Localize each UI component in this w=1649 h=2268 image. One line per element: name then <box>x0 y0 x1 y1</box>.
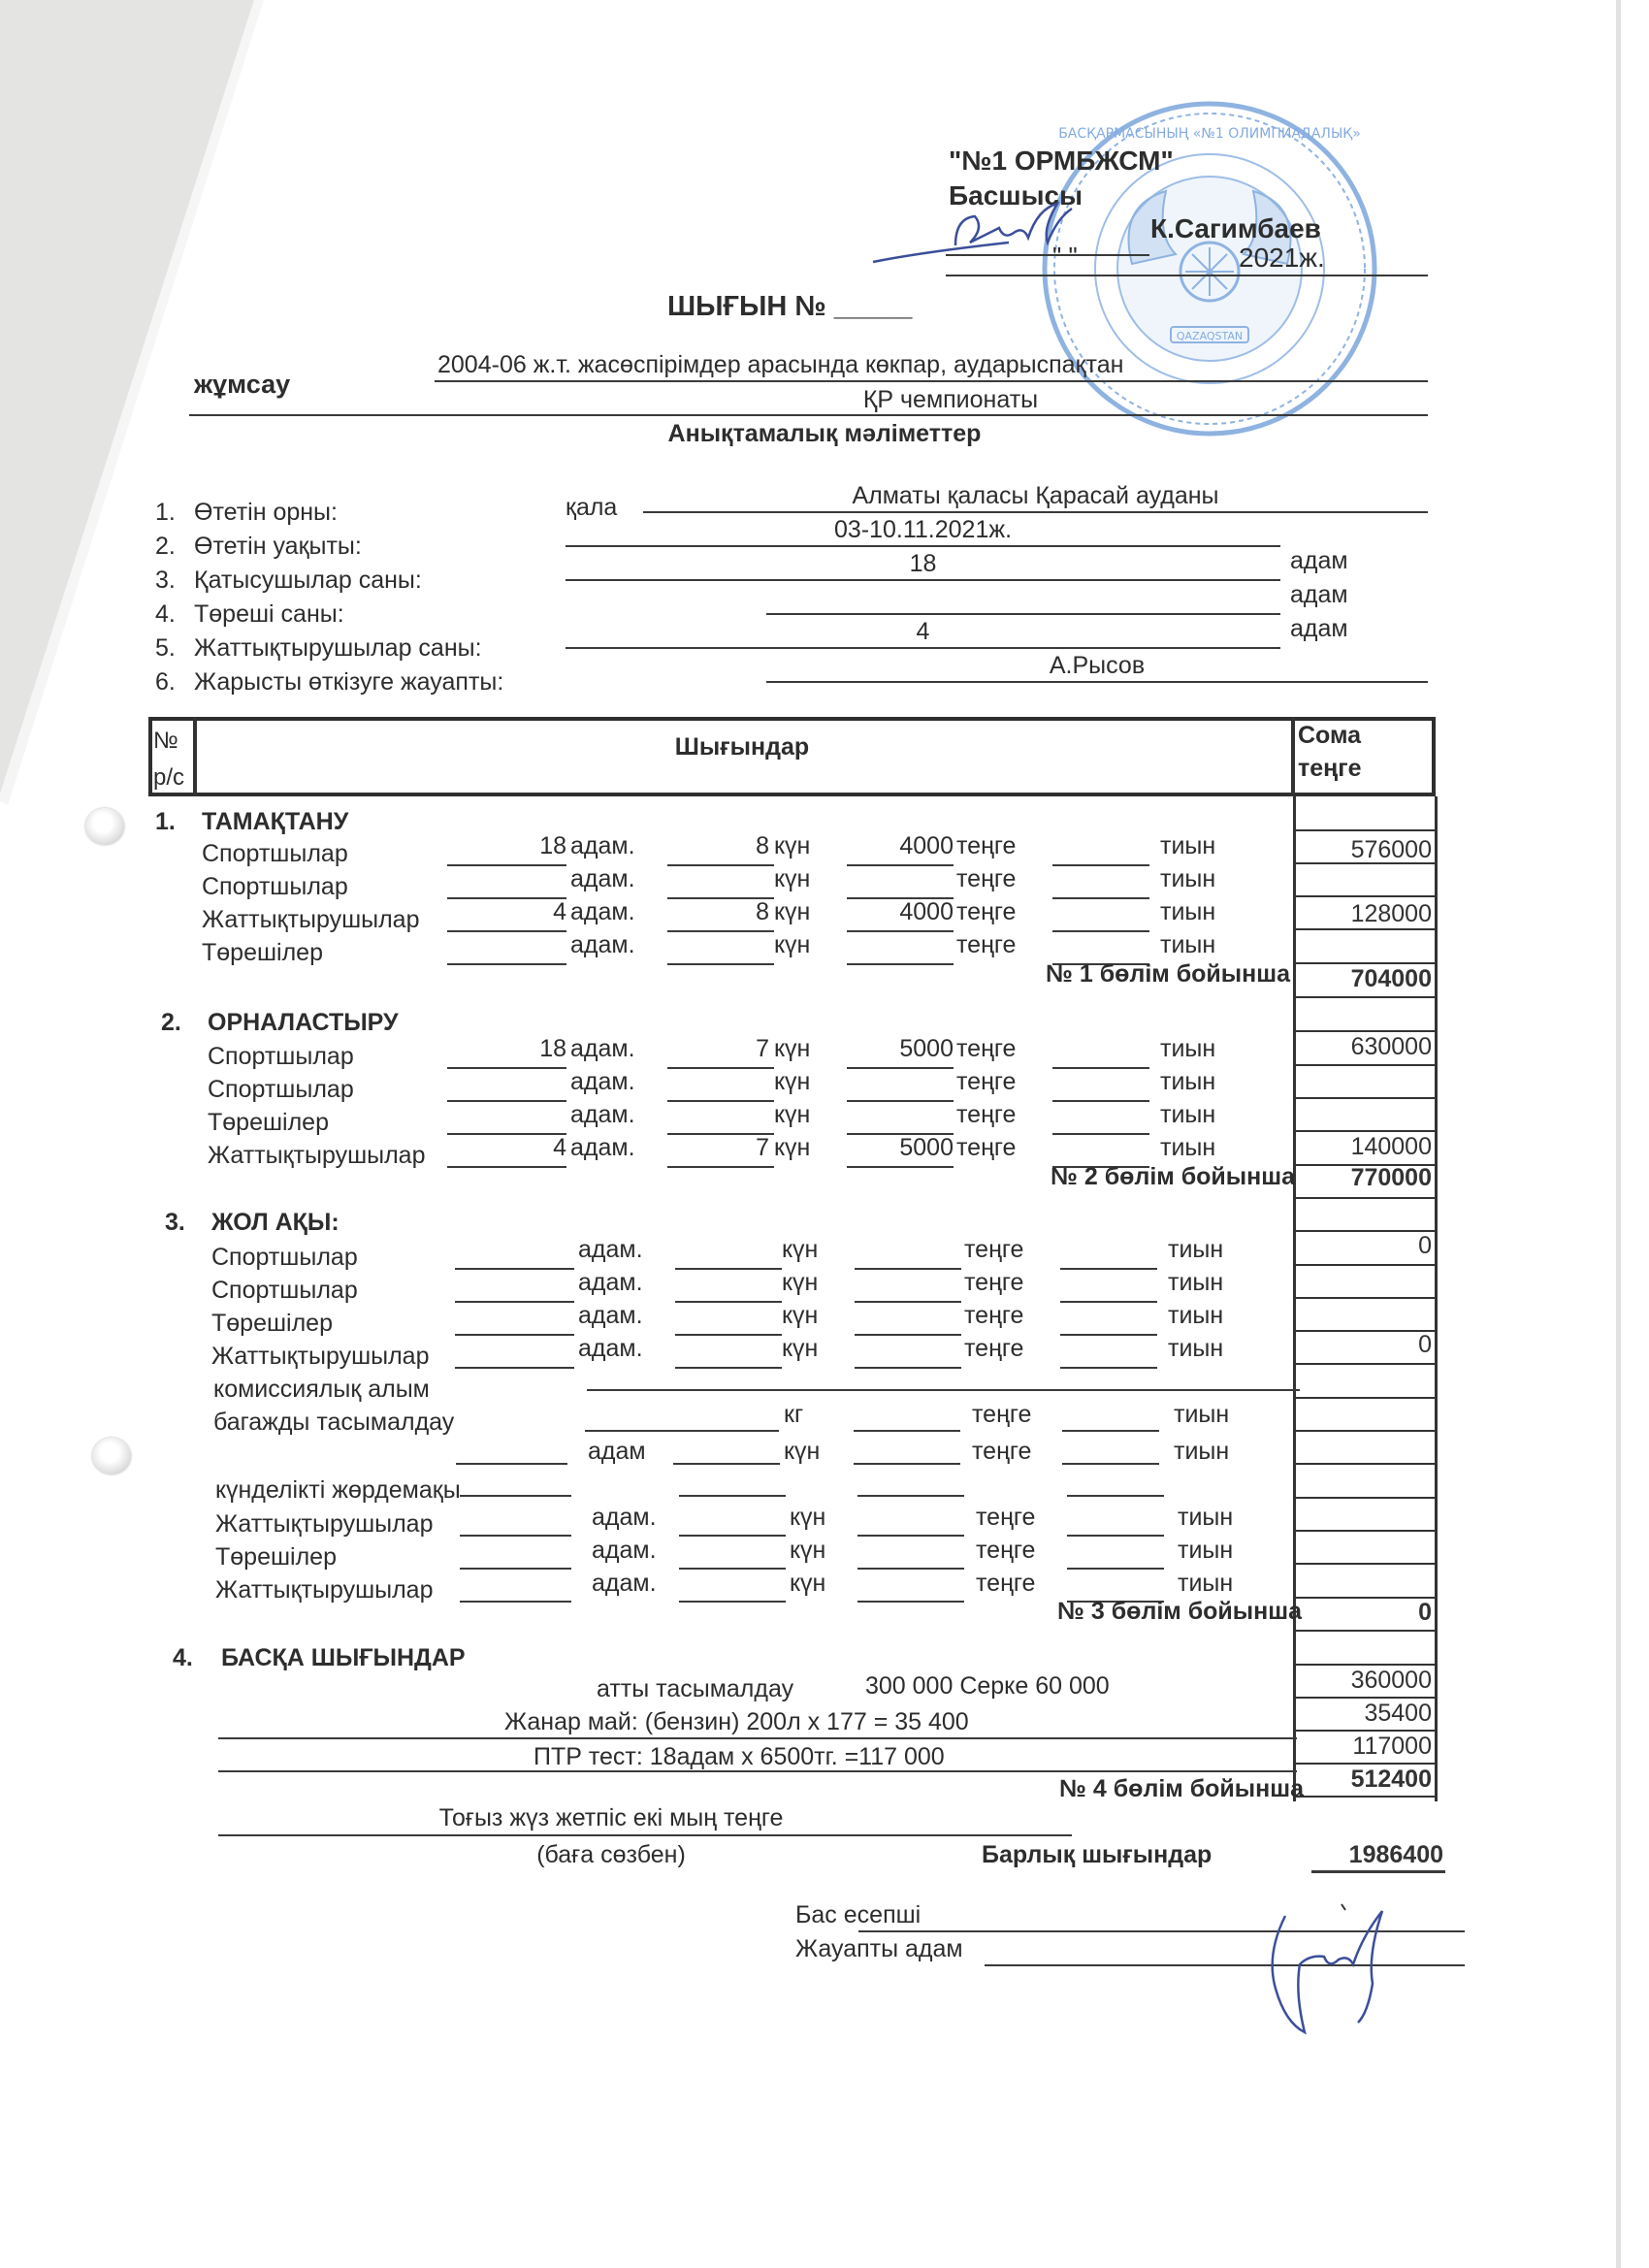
people-unit: адам. <box>570 865 635 892</box>
section-number: 1. <box>155 808 176 835</box>
tiyn-unit: тиын <box>1178 1537 1234 1564</box>
tenge-unit: теңге <box>964 1335 1024 1362</box>
tenge-unit: теңге <box>956 832 1017 859</box>
svg-text:QAZAQSTAN: QAZAQSTAN <box>1176 330 1244 342</box>
fill-blank[interactable] <box>455 1301 574 1303</box>
days-unit: күн <box>774 931 811 958</box>
tiyn-unit: тиын <box>1168 1236 1224 1263</box>
row-label: Төрешілер <box>208 1109 329 1136</box>
days-unit: күн <box>774 1068 811 1095</box>
purpose-label: жұмсау <box>194 370 291 399</box>
fill-blank[interactable] <box>679 1601 786 1603</box>
reference-title: Анықтамалық мәліметтер <box>667 420 982 447</box>
amount-value[interactable]: 630000 <box>1350 1033 1432 1060</box>
fill-blank[interactable] <box>455 1268 574 1270</box>
amount-cell-border <box>1293 1363 1438 1365</box>
row-label: Спортшылар <box>202 873 348 900</box>
page-edge <box>1616 0 1621 2268</box>
fill-blank[interactable] <box>667 864 774 866</box>
section-number: 3. <box>165 1209 185 1236</box>
reference-label: Өтетін орны: <box>194 499 338 526</box>
amount-cell-border <box>1293 1430 1438 1432</box>
amount-cell-border <box>1293 1264 1438 1266</box>
amount-column-left-border <box>1293 796 1296 1801</box>
fill-blank[interactable] <box>667 1067 774 1069</box>
amount-cell-border <box>1293 1297 1438 1299</box>
fill-blank[interactable] <box>1067 1495 1164 1497</box>
days-unit: күн <box>774 898 811 925</box>
amount-cell-border <box>1293 1630 1438 1632</box>
fill-blank[interactable] <box>447 930 566 932</box>
tiyn-unit: тиын <box>1160 832 1216 859</box>
fill-blank[interactable] <box>679 1568 786 1570</box>
people-count[interactable]: 18 <box>539 1035 566 1062</box>
column-divider <box>1291 717 1295 796</box>
fill-blank[interactable] <box>1052 897 1149 899</box>
tiyn-unit: тиын <box>1168 1269 1224 1296</box>
reference-value[interactable]: 4 <box>916 618 930 645</box>
fill-blank[interactable] <box>1060 1334 1157 1336</box>
fill-blank[interactable] <box>847 864 954 866</box>
reference-num: 6. <box>155 668 176 696</box>
section-subtotal-label: № 2 бөлім бойынша <box>1051 1163 1295 1190</box>
date-year: 2021ж. <box>1239 243 1325 273</box>
fill-blank[interactable] <box>1052 864 1149 866</box>
amount-cell-border <box>1293 1763 1438 1765</box>
total-value: 1986400 <box>1348 1841 1443 1868</box>
fill-blank[interactable] <box>460 1495 571 1497</box>
fill-blank[interactable] <box>1060 1367 1157 1369</box>
people-unit: адам. <box>578 1236 643 1263</box>
reference-label: Жаттықтырушылар саны: <box>194 634 482 662</box>
tiyn-unit: тиын <box>1160 1134 1216 1161</box>
fill-blank[interactable] <box>1067 1568 1164 1570</box>
fill-blank[interactable] <box>1052 930 1149 932</box>
total-label: Барлық шығындар <box>982 1841 1212 1868</box>
days-count[interactable]: 7 <box>756 1035 769 1062</box>
section-subtotal-value: 770000 <box>1350 1164 1432 1191</box>
reference-num: 1. <box>155 499 176 526</box>
section-title: ЖОЛ АҚЫ: <box>211 1209 340 1236</box>
other-expense-label: ПТР тест: 18адам х 6500тг. =117 000 <box>534 1743 945 1770</box>
tiyn-unit: тиын <box>1168 1302 1224 1329</box>
date-day-quotes: " " <box>1052 242 1078 271</box>
fill-blank[interactable] <box>667 1100 774 1102</box>
reference-prefix: қала <box>566 494 618 521</box>
people-unit: адам. <box>578 1302 643 1329</box>
amount-cell-border <box>1293 962 1438 964</box>
reference-label: Жарысты өткізуге жауапты: <box>194 668 504 696</box>
fill-blank[interactable] <box>847 1100 954 1102</box>
other-expense-detail: 300 000 Серке 60 000 <box>865 1672 1110 1700</box>
section-subtotal-label: № 3 бөлім бойынша <box>1057 1598 1302 1625</box>
reference-value-line <box>566 579 1280 581</box>
people-unit: адам. <box>592 1504 657 1531</box>
reference-value-line <box>566 647 1280 649</box>
amount-cell-border <box>1293 1664 1438 1666</box>
column-sum-bottom: теңге <box>1298 755 1362 782</box>
reference-suffix: адам <box>1290 581 1348 608</box>
rate-value[interactable]: 5000 <box>899 1134 954 1161</box>
days-unit: күн <box>782 1236 819 1263</box>
people-unit: адам. <box>570 1035 635 1062</box>
people-unit: адам. <box>578 1335 643 1362</box>
tiyn-unit: тиын <box>1174 1401 1230 1428</box>
tenge-unit: теңге <box>956 898 1017 925</box>
amount-value[interactable]: 117000 <box>1352 1733 1432 1760</box>
section-subtotal-value: 704000 <box>1350 965 1432 992</box>
reference-num: 3. <box>155 567 176 594</box>
fill-blank[interactable] <box>447 864 566 866</box>
reference-value-line <box>766 681 1428 683</box>
amount-cell-border <box>1293 1064 1438 1066</box>
underline <box>218 1770 1297 1772</box>
days-unit: күн <box>774 865 811 892</box>
people-count[interactable]: 4 <box>553 1134 566 1161</box>
reference-num: 4. <box>155 600 176 628</box>
people-count[interactable]: 18 <box>539 832 566 859</box>
tenge-unit: теңге <box>956 931 1017 958</box>
column-num-top: № <box>153 728 178 754</box>
section-number: 2. <box>161 1009 181 1036</box>
days-unit: күн <box>774 1035 811 1062</box>
total-in-words-caption: (баға сөзбен) <box>536 1841 686 1868</box>
tenge-unit: теңге <box>972 1401 1032 1428</box>
fill-blank[interactable] <box>857 1568 964 1570</box>
reference-value-line <box>643 511 1428 513</box>
fill-blank[interactable] <box>1052 1067 1149 1069</box>
baggage-label: багажды тасымалдау <box>213 1409 455 1436</box>
fill-blank[interactable] <box>1060 1268 1157 1270</box>
commission-line[interactable] <box>587 1389 1300 1391</box>
amount-cell-border <box>1293 1796 1438 1798</box>
tiyn-unit: тиын <box>1160 865 1216 892</box>
reference-value[interactable]: Алматы қаласы Қарасай ауданы <box>852 482 1219 509</box>
fill-blank[interactable] <box>855 1367 961 1369</box>
amount-value[interactable]: 140000 <box>1350 1133 1432 1160</box>
amount-cell-border <box>1293 1097 1438 1099</box>
reference-value[interactable]: 03-10.11.2021ж. <box>833 516 1013 543</box>
section-title: ТАМАҚТАНУ <box>202 808 349 835</box>
tenge-unit: теңге <box>956 1068 1017 1095</box>
row-label: Жаттықтырушылар <box>211 1343 430 1370</box>
days-count[interactable]: 8 <box>756 832 769 859</box>
fill-blank[interactable] <box>854 1430 960 1432</box>
fill-blank[interactable] <box>679 1535 786 1537</box>
amount-cell-border <box>1293 829 1438 831</box>
tenge-unit: теңге <box>956 1035 1017 1062</box>
underline <box>218 1737 1297 1739</box>
row-label: Спортшылар <box>202 840 348 867</box>
fill-blank[interactable] <box>1060 1301 1157 1303</box>
tiyn-unit: тиын <box>1160 1068 1216 1095</box>
amount-column-right-border <box>1435 796 1438 1801</box>
fill-blank[interactable] <box>675 1268 782 1270</box>
other-expense-label: Жанар май: (бензин) 200л х 177 = 35 400 <box>504 1708 969 1735</box>
total-in-words: Тоғыз жүз жетпіс екі мың теңге <box>438 1804 784 1831</box>
tiyn-unit: тиын <box>1168 1335 1224 1362</box>
people-unit: адам. <box>570 898 635 925</box>
days-unit: күн <box>782 1269 819 1296</box>
tiyn-unit: тиын <box>1160 898 1216 925</box>
people-unit: адам. <box>592 1570 657 1597</box>
people-unit: адам. <box>592 1537 657 1564</box>
fill-blank[interactable] <box>447 1067 566 1069</box>
tenge-unit: теңге <box>964 1236 1024 1263</box>
tenge-unit: теңге <box>976 1504 1036 1531</box>
reference-value[interactable]: А.Рысов <box>1049 652 1146 679</box>
other-expense-label: атты тасымалдау <box>597 1675 794 1702</box>
rate-value[interactable]: 4000 <box>899 898 954 925</box>
daily-allowance-label: күнделікті жөрдемақы <box>215 1476 461 1504</box>
fill-blank[interactable] <box>460 1601 571 1603</box>
fill-blank[interactable] <box>855 1301 961 1303</box>
punch-hole <box>85 808 124 845</box>
row-label: Жаттықтырушылар <box>215 1510 434 1538</box>
reference-value-line <box>766 613 1280 615</box>
row-label: Спортшылар <box>211 1244 358 1271</box>
underline <box>218 1834 1072 1836</box>
fill-blank[interactable] <box>847 930 954 932</box>
row-label: Спортшылар <box>208 1076 354 1103</box>
fill-blank[interactable] <box>667 963 774 965</box>
reference-label: Өтетін уақыты: <box>194 533 362 560</box>
kg-unit: кг <box>784 1401 804 1428</box>
fill-blank[interactable] <box>585 1430 779 1432</box>
section-title: ОРНАЛАСТЫРУ <box>208 1009 399 1036</box>
underline <box>189 414 1428 416</box>
days-unit: күн <box>782 1335 819 1362</box>
days-count[interactable]: 8 <box>756 898 769 925</box>
tenge-unit: теңге <box>956 1134 1017 1161</box>
days-unit: күн <box>774 1134 811 1161</box>
responsible-signature-icon <box>1227 1896 1421 2052</box>
row-label: Жаттықтырушылар <box>215 1576 434 1604</box>
people-unit: адам. <box>578 1269 643 1296</box>
amount-cell-border <box>1293 1030 1438 1032</box>
people-unit: адам. <box>570 1101 635 1128</box>
fill-blank[interactable] <box>679 1495 786 1497</box>
tenge-unit: теңге <box>976 1537 1036 1564</box>
tenge-unit: теңге <box>956 1101 1017 1128</box>
fill-blank[interactable] <box>855 1268 961 1270</box>
reference-num: 2. <box>155 533 176 560</box>
section-subtotal-value: 512400 <box>1350 1766 1432 1793</box>
signatory-name: К.Сагимбаев <box>1150 213 1321 243</box>
amount-cell-border <box>1293 1530 1438 1532</box>
row-label: Спортшылар <box>211 1277 358 1304</box>
section-subtotal-value: 0 <box>1418 1599 1432 1626</box>
fill-blank[interactable] <box>1052 1133 1149 1135</box>
people-count[interactable]: 4 <box>553 898 566 925</box>
fill-blank[interactable] <box>456 1463 567 1465</box>
position-title: Басшысы <box>949 180 1083 211</box>
people-unit: адам. <box>570 1134 635 1161</box>
amount-cell-border <box>1293 895 1438 897</box>
fill-blank[interactable] <box>455 1334 574 1336</box>
document-title: ШЫҒЫН № _____ <box>667 291 913 322</box>
reference-value-line <box>566 545 1280 547</box>
people-unit: адам. <box>570 832 635 859</box>
amount-cell-border <box>1293 1497 1438 1499</box>
people-unit: адам. <box>570 931 635 958</box>
tiyn-unit: тиын <box>1160 1101 1216 1128</box>
amount-value[interactable]: 128000 <box>1350 900 1432 927</box>
people-unit: адам. <box>570 1068 635 1095</box>
amount-cell-border <box>1293 1397 1438 1399</box>
amount-cell-border <box>1293 996 1438 998</box>
tenge-unit: теңге <box>976 1570 1036 1597</box>
fill-blank[interactable] <box>675 1334 782 1336</box>
chief-accountant-label: Бас есепші <box>795 1901 922 1928</box>
tiyn-unit: тиын <box>1160 931 1216 958</box>
amount-cell-border <box>1293 1197 1438 1199</box>
fill-blank[interactable] <box>1052 1100 1149 1102</box>
fill-blank[interactable] <box>854 1463 960 1465</box>
fill-blank[interactable] <box>673 1463 780 1465</box>
fill-blank[interactable] <box>855 1334 961 1336</box>
row-label: Жаттықтырушылар <box>202 906 420 933</box>
amount-cell-border <box>1293 1130 1438 1132</box>
column-num-bottom: р/с <box>153 764 185 791</box>
fill-blank[interactable] <box>1062 1430 1159 1432</box>
fill-blank[interactable] <box>1062 1463 1159 1465</box>
row-label: Төрешілер <box>215 1543 337 1571</box>
section-subtotal-label: № 1 бөлім бойынша <box>1046 960 1290 988</box>
row-label: Төрешілер <box>211 1310 333 1337</box>
tiyn-unit: тиын <box>1174 1438 1230 1465</box>
amount-cell-border <box>1293 1730 1438 1732</box>
punch-hole <box>92 1438 131 1474</box>
fill-blank[interactable] <box>1067 1535 1164 1537</box>
amount-cell-border <box>1293 1563 1438 1565</box>
reference-suffix: адам <box>1290 615 1348 642</box>
tiyn-unit: тиын <box>1178 1570 1234 1597</box>
fill-blank[interactable] <box>447 1166 566 1168</box>
underline <box>1311 1870 1445 1873</box>
section-subtotal-label: № 4 бөлім бойынша <box>1059 1775 1304 1802</box>
purpose-line-1: 2004-06 ж.т. жасөспірімдер арасында көкпар, аударыспақтан <box>437 351 1124 378</box>
tenge-unit: теңге <box>972 1438 1032 1465</box>
reference-label: Төреші саны: <box>194 600 344 628</box>
fill-blank[interactable] <box>455 1367 574 1369</box>
tiyn-unit: тиын <box>1178 1504 1234 1531</box>
fill-blank[interactable] <box>447 1100 566 1102</box>
amount-cell-border <box>1293 1463 1438 1465</box>
purpose-line-2: ҚР чемпионаты <box>862 386 1039 413</box>
fill-blank[interactable] <box>460 1535 571 1537</box>
amount-value[interactable]: 0 <box>1418 1331 1432 1358</box>
row-label: Жаттықтырушылар <box>208 1142 426 1169</box>
days-unit: күн <box>784 1438 821 1465</box>
reference-label: Қатысушылар саны: <box>194 567 422 594</box>
fill-blank[interactable] <box>847 1067 954 1069</box>
fill-blank[interactable] <box>675 1301 782 1303</box>
reference-value[interactable]: 18 <box>909 550 937 577</box>
fill-blank[interactable] <box>857 1535 964 1537</box>
rate-value[interactable]: 4000 <box>899 832 954 859</box>
days-unit: күн <box>782 1302 819 1329</box>
fill-blank[interactable] <box>667 930 774 932</box>
row-label: Төрешілер <box>202 939 323 966</box>
row-label: Спортшылар <box>208 1043 354 1070</box>
tenge-unit: теңге <box>964 1302 1024 1329</box>
amount-value[interactable]: 360000 <box>1350 1667 1432 1694</box>
amount-cell-border <box>1293 928 1438 930</box>
days-unit: күн <box>790 1537 826 1564</box>
amount-cell-border <box>1293 1697 1438 1699</box>
rate-value[interactable]: 5000 <box>899 1035 954 1062</box>
tiyn-unit: тиын <box>1160 1035 1216 1062</box>
amount-value[interactable]: 35400 <box>1364 1700 1432 1727</box>
column-expenses: Шығындар <box>674 733 810 761</box>
fill-blank[interactable] <box>675 1367 782 1369</box>
organization-name: "№1 ОРМБЖСМ" <box>949 146 1174 176</box>
fill-blank[interactable] <box>460 1568 571 1570</box>
commission-label: комиссиялық алым <box>213 1376 430 1403</box>
reference-suffix: адам <box>1290 547 1348 574</box>
days-unit: күн <box>774 1101 811 1128</box>
fill-blank[interactable] <box>857 1495 964 1497</box>
people-unit: адам <box>588 1438 646 1465</box>
svg-text:БАСҚАРМАСЫНЫҢ «№1 ОЛИМПИАДАЛЫҚ: БАСҚАРМАСЫНЫҢ «№1 ОЛИМПИАДАЛЫҚ» <box>1058 126 1361 142</box>
days-count[interactable]: 7 <box>756 1134 769 1161</box>
tenge-unit: теңге <box>964 1269 1024 1296</box>
reference-num: 5. <box>155 634 176 662</box>
date-line <box>946 275 1428 276</box>
days-unit: күн <box>790 1570 826 1597</box>
days-unit: күн <box>790 1504 826 1531</box>
fill-blank[interactable] <box>667 1166 774 1168</box>
underline <box>435 380 1428 382</box>
tenge-unit: теңге <box>956 865 1017 892</box>
director-signature-icon <box>863 199 1154 276</box>
responsible-label: Жауапты адам <box>795 1935 963 1962</box>
section-title: БАСҚА ШЫҒЫНДАР <box>221 1644 466 1671</box>
amount-value[interactable]: 0 <box>1418 1232 1432 1259</box>
section-number: 4. <box>173 1644 193 1671</box>
days-unit: күн <box>774 832 811 859</box>
amount-value[interactable]: 576000 <box>1350 836 1432 863</box>
fill-blank[interactable] <box>447 963 566 965</box>
column-sum-top: Сома <box>1298 722 1362 749</box>
